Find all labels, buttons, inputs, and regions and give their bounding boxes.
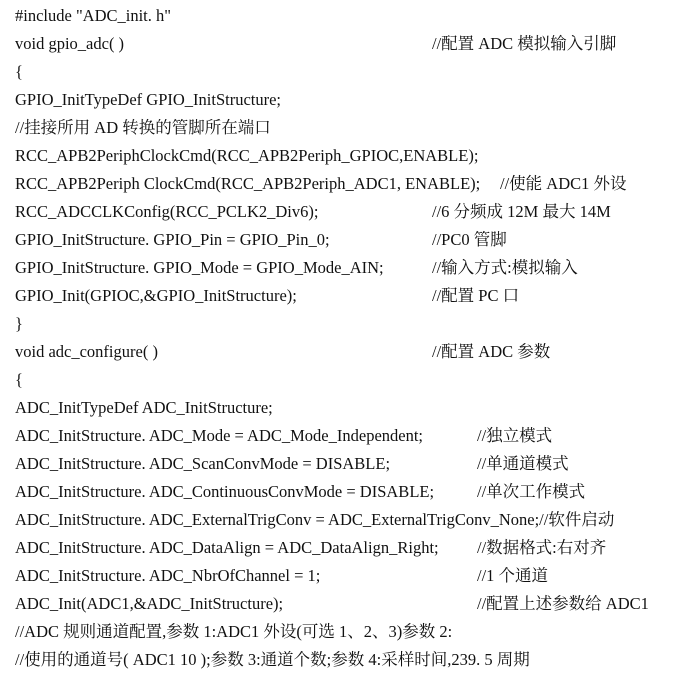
code-text: GPIO_InitStructure. GPIO_Mode = GPIO_Mode_AIN; <box>15 258 384 277</box>
code-comment: //输入方式:模拟输入 <box>432 258 578 277</box>
code-comment: //PC0 管脚 <box>432 230 507 249</box>
code-text: ADC_InitStructure. ADC_ScanConvMode = DISABLE; <box>15 454 391 473</box>
code-text: RCC_APB2Periph ClockCmd(RCC_APB2Periph_ADC1, ENABLE); <box>15 174 481 193</box>
code-text: //挂接所用 AD 转换的管脚所在端口 <box>15 118 271 137</box>
code-text: ADC_InitStructure. ADC_ExternalTrigConv = ADC_ExternalTrigConv_None;//软件启动 <box>15 510 615 529</box>
code-text: ADC_InitTypeDef ADC_InitStructure; <box>15 398 273 417</box>
code-text: //使用的通道号( ADC1 10 );参数 3:通道个数;参数 4:采样时间,239. 5 周期 <box>15 650 530 669</box>
code-text: ADC_InitStructure. ADC_NbrOfChannel = 1; <box>15 566 321 585</box>
code-text: ADC_InitStructure. ADC_Mode = ADC_Mode_Independent; <box>15 426 424 445</box>
code-text: void adc_configure( ) <box>15 342 158 361</box>
code-comment: //单通道模式 <box>477 454 569 473</box>
code-text: //ADC 规则通道配置,参数 1:ADC1 外设(可选 1、2、3)参数 2: <box>15 622 453 641</box>
code-comment: //独立模式 <box>477 426 553 445</box>
code-text: void gpio_adc( ) <box>15 34 125 53</box>
code-text: ADC_InitStructure. ADC_ContinuousConvMode = DISABLE; <box>15 482 435 501</box>
code-text: } <box>15 314 23 333</box>
code-text: { <box>15 62 23 81</box>
code-comment: //单次工作模式 <box>477 482 586 501</box>
code-comment: //6 分频成 12M 最大 14M <box>432 202 611 221</box>
code-text: GPIO_InitTypeDef GPIO_InitStructure; <box>15 90 282 109</box>
code-comment: //数据格式:右对齐 <box>477 538 607 557</box>
code-text: ADC_InitStructure. ADC_DataAlign = ADC_DataAlign_Right; <box>15 538 439 557</box>
code-comment: //配置上述参数给 ADC1 <box>477 594 649 613</box>
code-comment: //配置 ADC 模拟输入引脚 <box>432 34 617 53</box>
code-comment: //配置 ADC 参数 <box>432 342 551 361</box>
code-text: GPIO_Init(GPIOC,&GPIO_InitStructure); <box>15 286 297 305</box>
code-comment: //1 个通道 <box>477 566 549 585</box>
code-comment: //配置 PC 口 <box>432 286 520 305</box>
code-text: ADC_Init(ADC1,&ADC_InitStructure); <box>15 594 284 613</box>
code-text: RCC_APB2PeriphClockCmd(RCC_APB2Periph_GPIOC,ENABLE); <box>15 146 479 165</box>
code-text: { <box>15 370 23 389</box>
code-text: RCC_ADCCLKConfig(RCC_PCLK2_Div6); <box>15 202 319 221</box>
code-text: #include "ADC_init. h" <box>15 6 172 25</box>
code-text: GPIO_InitStructure. GPIO_Pin = GPIO_Pin_0; <box>15 230 330 249</box>
code-comment: //使能 ADC1 外设 <box>500 174 627 193</box>
